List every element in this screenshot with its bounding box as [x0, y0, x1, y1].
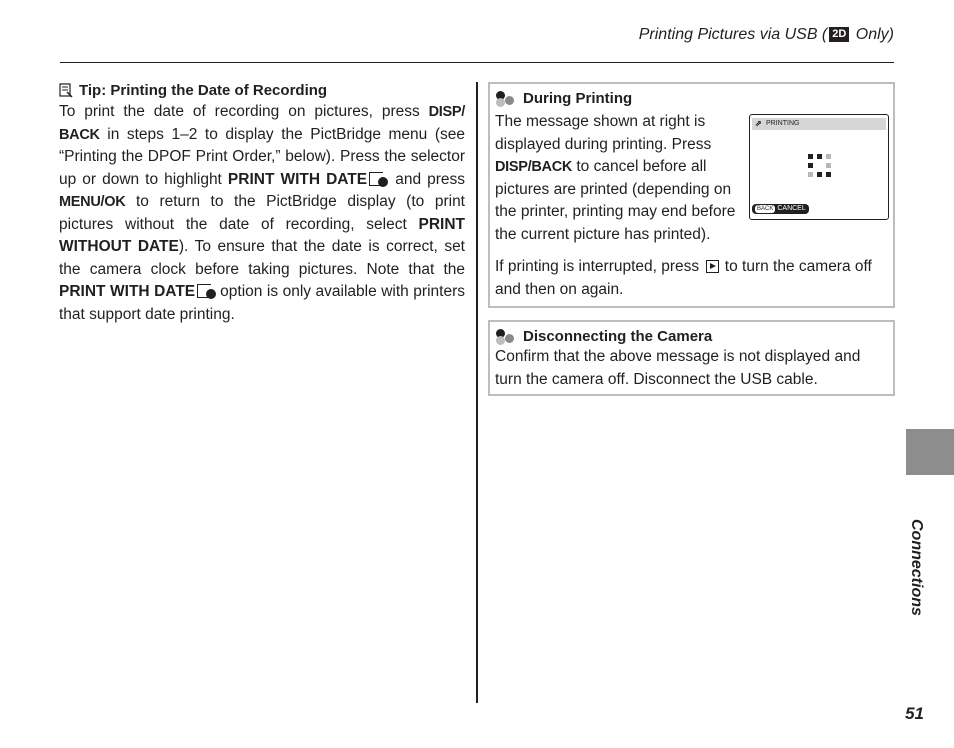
- mode-badge: 2D: [829, 27, 849, 42]
- disconnecting-box: [488, 320, 895, 396]
- tip-heading: [59, 82, 465, 99]
- back-button-icon: BACK: [757, 206, 774, 212]
- page-header: [0, 0, 954, 64]
- during-printing-heading: [496, 90, 632, 107]
- tips-icon: [496, 91, 518, 107]
- tip-text-1: To print the date of recording on pictures, press: [59, 103, 429, 120]
- disconnecting-title: Disconnecting the Camera: [523, 328, 713, 345]
- camera-status-bar: [752, 118, 886, 130]
- print-with-date-option: PRINT WITH DATE: [227, 170, 368, 188]
- print-with-date-option-2: PRINT WITH DATE: [59, 283, 196, 300]
- note-icon: [59, 83, 73, 98]
- disp-back-key: DISP/BACK: [495, 159, 573, 175]
- tip-text-5: ). To ensure that the date is correct, set the camera clock before taking pictures. Note that the: [59, 238, 465, 278]
- camera-status-text: PRINTING: [766, 120, 800, 127]
- tip-text-2: in steps 1–2 to display the PictBridge menu (see “Printing the DPOF Print Order,” below). Press the selector up or down to highlight: [59, 125, 465, 188]
- busy-indicator: [808, 154, 832, 178]
- section-label: Connections: [908, 519, 925, 616]
- tip-text-4: to return to the PictBridge display (to print pictures without the date of recording, select: [59, 193, 465, 233]
- running-title: [639, 26, 894, 44]
- tip-section: [59, 82, 465, 326]
- printing-text-2: to cancel before all pictures are printed (depending on the printer, printing may end before the current picture has printed).: [495, 158, 736, 243]
- playback-button-icon: [706, 260, 719, 273]
- disp-back-key: DISP/ BACK: [59, 104, 465, 143]
- column-divider: [476, 82, 478, 703]
- interrupt-text: [495, 256, 891, 301]
- disconnecting-heading: [496, 328, 712, 345]
- during-printing-title: During Printing: [523, 90, 633, 107]
- title-prefix: Printing Pictures via USB (: [638, 26, 828, 43]
- interrupt-text-1: If printing is interrupted, press: [495, 258, 704, 275]
- tip-text-6: option is only available with printers that support date printing.: [59, 283, 465, 323]
- camera-printing-screen: [749, 114, 889, 220]
- date-stamp-icon: [369, 172, 383, 186]
- cancel-hint: [752, 204, 809, 214]
- disconnecting-text: Confirm that the above message is not displayed and turn the camera off. Disconnect the USB cable.: [495, 348, 861, 388]
- printing-text-1: The message shown at right is displayed during printing. Press: [495, 113, 712, 153]
- menu-ok-key: MENU/OK: [59, 194, 126, 210]
- pictbridge-icon: ⇗: [755, 119, 762, 128]
- title-suffix: Only): [851, 26, 894, 43]
- tips-icon: [496, 329, 518, 345]
- print-without-date-option: PRINT WITHOUT DATE: [59, 215, 465, 255]
- header-rule: [60, 62, 894, 63]
- tip-body: [59, 101, 465, 326]
- tip-text-3: and press: [389, 170, 465, 188]
- page-number: 51: [905, 704, 924, 723]
- cancel-label: CANCEL: [777, 205, 806, 212]
- section-tab: [906, 429, 954, 475]
- tip-title: Tip: Printing the Date of Recording: [79, 82, 328, 99]
- date-stamp-icon: [197, 284, 211, 298]
- interrupt-text-2: to turn the camera off and then on again.: [495, 258, 872, 298]
- during-printing-box: [488, 82, 895, 308]
